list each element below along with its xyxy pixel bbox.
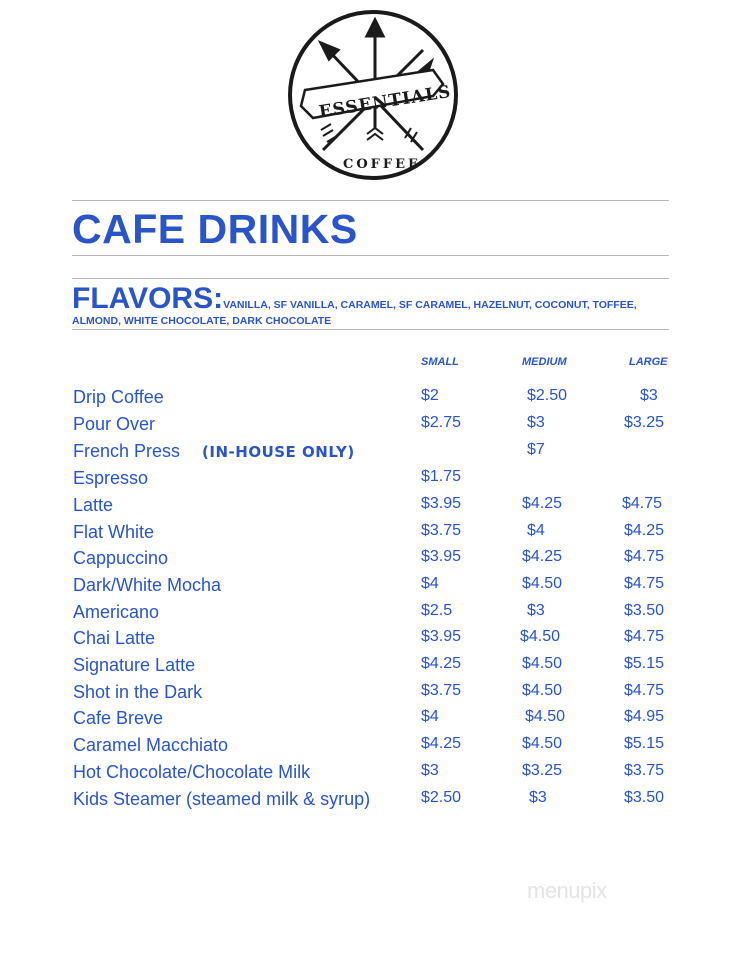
divider [72, 278, 669, 279]
menu-item [0, 522, 742, 548]
item-name: Pour Over [73, 414, 156, 434]
price-large: $3.25 [624, 414, 665, 431]
price-large: $3.50 [624, 789, 665, 806]
flavors-list-line2: ALMOND, WHITE CHOCOLATE, DARK CHOCOLATE [72, 315, 332, 327]
item-name: Dark/White Mocha [73, 575, 222, 595]
price-small: $3.75 [421, 682, 462, 699]
menu-item [0, 789, 742, 815]
flavors-label: FLAVORS: [72, 282, 224, 315]
price-medium: $4.50 [520, 628, 561, 645]
section-title: CAFE DRINKS [72, 206, 358, 252]
price-medium: $4.50 [522, 735, 563, 752]
price-large: $4.95 [624, 708, 665, 725]
price-small: $1.75 [421, 468, 462, 485]
price-large: $3.75 [624, 762, 665, 779]
price-small: $2.50 [421, 789, 462, 806]
price-small: $4.25 [421, 735, 462, 752]
menu-item [0, 682, 742, 708]
size-header-medium: MEDIUM [522, 356, 567, 368]
price-large: $4.25 [624, 522, 665, 539]
price-medium: $4.50 [522, 575, 563, 592]
menu-item [0, 387, 742, 413]
price-medium: $3.25 [522, 762, 563, 779]
item-name: Cafe Breve [73, 708, 164, 728]
price-large: $4.75 [622, 495, 663, 512]
menu-item [0, 495, 742, 521]
menu-item [0, 655, 742, 681]
item-name: Drip Coffee [73, 387, 164, 407]
price-medium: $4.25 [522, 548, 563, 565]
price-medium: $4.50 [522, 655, 563, 672]
item-name: Flat White [73, 522, 155, 542]
menu-item [0, 628, 742, 654]
essentials-coffee-logo [283, 10, 463, 190]
menu-item [0, 441, 742, 467]
menu-item [0, 548, 742, 574]
menu-item [0, 414, 742, 440]
price-medium: $4.25 [522, 495, 563, 512]
arrows-badge-icon [283, 10, 463, 190]
price-medium: $4.50 [525, 708, 566, 725]
divider [72, 329, 669, 330]
item-name: Hot Chocolate/Chocolate Milk [73, 762, 311, 782]
item-name: Cappuccino [73, 548, 169, 568]
price-small: $3 [421, 762, 439, 779]
logo-sub: COFFEE [343, 157, 421, 172]
price-small: $2.5 [421, 602, 453, 619]
price-small: $4 [421, 575, 439, 592]
item-name-wrap [73, 441, 355, 462]
price-medium: $4.50 [522, 682, 563, 699]
price-large: $5.15 [624, 735, 665, 752]
item-name: Latte [73, 495, 114, 515]
menu-item [0, 602, 742, 628]
flavors-block [72, 282, 672, 327]
divider [72, 255, 669, 256]
item-name: Americano [73, 602, 160, 622]
size-header-large: LARGE [629, 356, 668, 368]
price-medium: $3 [527, 602, 545, 619]
price-medium: $2.50 [527, 387, 568, 404]
price-medium: $3 [527, 414, 545, 431]
price-large: $4.75 [624, 682, 665, 699]
menu-item [0, 735, 742, 761]
size-header-small: SMALL [421, 356, 459, 368]
flavors-list-line1: VANILLA, SF VANILLA, CARAMEL, SF CARAMEL, HAZELNUT, COCONUT, TOFFEE, [223, 299, 637, 311]
price-medium: $3 [529, 789, 547, 806]
price-large: $3 [640, 387, 658, 404]
logo-name: ESSENTIALS [317, 81, 453, 123]
item-name: Chai Latte [73, 628, 156, 648]
item-name: Shot in the Dark [73, 682, 203, 702]
price-medium: $7 [527, 441, 545, 458]
divider [72, 200, 669, 201]
price-large: $4.75 [624, 575, 665, 592]
in-house-note: (IN-HOUSE ONLY) [202, 443, 355, 461]
item-name: French Press [73, 441, 181, 461]
price-small: $4 [421, 708, 439, 725]
item-name: Kids Steamer (steamed milk & syrup) [73, 789, 371, 809]
price-small: $3.95 [421, 495, 462, 512]
item-name: Espresso [73, 468, 149, 488]
item-name: Signature Latte [73, 655, 196, 675]
price-medium: $4 [527, 522, 545, 539]
price-small: $4.25 [421, 655, 462, 672]
price-small: $3.75 [421, 522, 462, 539]
price-large: $3.50 [624, 602, 665, 619]
menu-item [0, 468, 742, 494]
price-large: $4.75 [624, 548, 665, 565]
watermark: menupix [527, 878, 607, 903]
price-small: $2 [421, 387, 439, 404]
menu-item [0, 575, 742, 601]
price-large: $5.15 [624, 655, 665, 672]
menu-item [0, 762, 742, 788]
item-name: Caramel Macchiato [73, 735, 229, 755]
price-small: $2.75 [421, 414, 462, 431]
menu-item [0, 708, 742, 734]
price-large: $4.75 [624, 628, 665, 645]
price-small: $3.95 [421, 548, 462, 565]
price-small: $3.95 [421, 628, 462, 645]
